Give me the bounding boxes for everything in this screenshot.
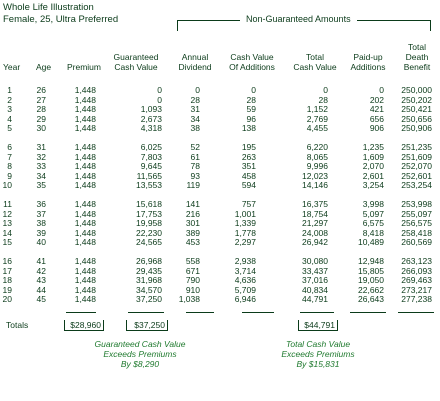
header-total-cash-value-line2: Cash Value: [293, 62, 337, 72]
cell-total-death-benefit: 251,609: [401, 151, 432, 162]
cell-total-cash-value: 8,065: [306, 151, 328, 162]
cell-total-cash-value: 12,023: [302, 170, 328, 181]
header-paidup-additions-line1: Paid-up: [353, 52, 383, 62]
cell-total-death-benefit: 250,000: [401, 85, 432, 95]
cell-premium: 1,448: [74, 208, 96, 219]
cell-cash-value-additions: 4,636: [234, 275, 256, 286]
totals-label: Totals: [6, 320, 29, 330]
cell-age: 29: [36, 113, 46, 124]
cell-paidup-additions: 421: [369, 104, 384, 115]
cell-total-death-benefit: 260,569: [401, 237, 432, 248]
total-premium: $28,960: [64, 320, 104, 331]
cell-year: 6: [7, 141, 12, 152]
cell-premium: 1,448: [74, 198, 96, 209]
cell-age: 27: [36, 94, 46, 105]
cell-year: 18: [2, 275, 12, 286]
cell-cash-value-additions: 5,709: [234, 284, 256, 295]
header-total-death-benefit-line1: Total: [408, 42, 426, 52]
cell-year: 1: [7, 85, 12, 95]
cell-cash-value-additions: 1,001: [234, 208, 256, 219]
cell-total-cash-value: 0: [323, 85, 328, 95]
cell-guaranteed-cash-value: 7,803: [140, 151, 162, 162]
cell-total-cash-value: 40,834: [302, 284, 328, 295]
cell-guaranteed-cash-value: 0: [157, 85, 162, 95]
cell-annual-dividend: 790: [185, 275, 200, 286]
cell-annual-dividend: 1,038: [178, 294, 200, 305]
cell-guaranteed-cash-value: 4,318: [140, 123, 162, 134]
cell-annual-dividend: 453: [185, 237, 200, 248]
cell-premium: 1,448: [74, 294, 96, 305]
cell-premium: 1,448: [74, 141, 96, 152]
cell-cash-value-additions: 2,938: [234, 255, 256, 266]
cell-premium: 1,448: [74, 218, 96, 229]
cell-annual-dividend: 558: [185, 255, 200, 266]
cell-guaranteed-cash-value: 1,093: [140, 104, 162, 115]
header-age: Age: [36, 62, 52, 72]
cell-premium: 1,448: [74, 151, 96, 162]
cell-paidup-additions: 3,998: [362, 198, 384, 209]
cell-guaranteed-cash-value: 11,565: [136, 170, 162, 181]
column-headers: [0, 38, 440, 78]
cell-premium: 1,448: [74, 275, 96, 286]
guaranteed-note-line1: Guaranteed Cash Value: [94, 339, 186, 349]
header-total-death-benefit-line2: Death: [405, 52, 429, 62]
cell-premium: 1,448: [74, 237, 96, 248]
cell-year: 12: [2, 208, 12, 219]
cell-year: 2: [7, 94, 12, 105]
cell-year: 3: [7, 104, 12, 115]
header-cash-value-additions-line1: Cash Value: [230, 52, 274, 62]
cell-total-death-benefit: 252,601: [401, 170, 432, 181]
cell-guaranteed-cash-value: 22,230: [136, 227, 162, 238]
header-cash-value-additions-line2: Of Additions: [229, 62, 275, 72]
cell-total-cash-value: 2,769: [306, 113, 328, 124]
cell-cash-value-additions: 458: [241, 170, 256, 181]
cell-annual-dividend: 216: [185, 208, 200, 219]
cell-annual-dividend: 28: [190, 94, 200, 105]
cell-premium: 1,448: [74, 284, 96, 295]
totals-row: [0, 320, 440, 332]
cell-age: 39: [36, 227, 46, 238]
cell-age: 35: [36, 180, 46, 191]
cell-cash-value-additions: 263: [241, 151, 256, 162]
table-row: [0, 238, 440, 248]
cell-cash-value-additions: 0: [251, 85, 256, 95]
cell-guaranteed-cash-value: 13,553: [136, 180, 162, 191]
cell-guaranteed-cash-value: 26,968: [136, 255, 162, 266]
cell-total-death-benefit: 263,123: [401, 255, 432, 266]
header-premium: Premium: [66, 62, 101, 72]
cell-total-death-benefit: 277,238: [401, 294, 432, 305]
cell-paidup-additions: 19,050: [358, 275, 384, 286]
cell-year: 14: [2, 227, 12, 238]
cell-paidup-additions: 26,643: [358, 294, 384, 305]
dividend-rule: [186, 312, 214, 313]
cell-paidup-additions: 15,805: [358, 265, 384, 276]
total-cash-note-line2: Exceeds Premiums: [281, 349, 355, 359]
header-annual-dividend-line2: Dividend: [178, 62, 212, 72]
cell-cash-value-additions: 3,714: [234, 265, 256, 276]
cell-paidup-additions: 2,601: [362, 170, 384, 181]
cell-premium: 1,448: [74, 265, 96, 276]
cell-age: 45: [36, 294, 46, 305]
cell-total-death-benefit: 250,421: [401, 104, 432, 115]
cell-total-death-benefit: 250,906: [401, 123, 432, 134]
cell-age: 26: [36, 85, 46, 95]
cell-year: 4: [7, 113, 12, 124]
header-guaranteed-cash-value-line2: Cash Value: [114, 62, 158, 72]
document-title: Whole Life Illustration: [3, 2, 94, 13]
cell-paidup-additions: 656: [369, 113, 384, 124]
cell-year: 13: [2, 218, 12, 229]
cell-total-cash-value: 4,455: [306, 123, 328, 134]
cell-age: 41: [36, 255, 46, 266]
paidup-rule: [350, 312, 386, 313]
cell-paidup-additions: 3,254: [362, 180, 384, 191]
cell-total-cash-value: 28: [318, 94, 328, 105]
cell-premium: 1,448: [74, 94, 96, 105]
premium-rule: [66, 312, 96, 313]
total-total-cash-value: $44,791: [298, 320, 338, 331]
cell-guaranteed-cash-value: 31,968: [136, 275, 162, 286]
cell-total-cash-value: 44,791: [302, 294, 328, 305]
totals-rule: [0, 312, 440, 314]
cell-age: 33: [36, 161, 46, 172]
cell-cash-value-additions: 1,339: [234, 218, 256, 229]
document-subtitle: Female, 25, Ultra Preferred: [3, 14, 119, 25]
header-annual-dividend-line1: Annual: [181, 52, 209, 62]
cell-cash-value-additions: 594: [241, 180, 256, 191]
cell-annual-dividend: 52: [190, 141, 200, 152]
cell-age: 30: [36, 123, 46, 134]
table-row: [0, 295, 440, 305]
cell-premium: 1,448: [74, 123, 96, 134]
cell-total-death-benefit: 251,235: [401, 141, 432, 152]
cell-annual-dividend: 34: [190, 113, 200, 124]
cell-total-cash-value: 21,297: [302, 218, 328, 229]
cell-paidup-additions: 6,575: [362, 218, 384, 229]
cell-annual-dividend: 93: [190, 170, 200, 181]
total-cash-note-line1: Total Cash Value: [285, 339, 351, 349]
cell-guaranteed-cash-value: 15,618: [136, 198, 162, 209]
header-guaranteed-cash-value-line1: Guaranteed: [113, 52, 159, 62]
cell-annual-dividend: 910: [185, 284, 200, 295]
cell-total-death-benefit: 273,217: [401, 284, 432, 295]
cell-age: 34: [36, 170, 46, 181]
cell-paidup-additions: 906: [369, 123, 384, 134]
cell-total-cash-value: 30,080: [302, 255, 328, 266]
cell-total-cash-value: 33,437: [302, 265, 328, 276]
cell-paidup-additions: 1,609: [362, 151, 384, 162]
cell-total-death-benefit: 250,656: [401, 113, 432, 124]
cell-total-death-benefit: 258,418: [401, 227, 432, 238]
total-cash-note-line3: By $15,831: [296, 359, 340, 369]
cell-total-death-benefit: 269,463: [401, 275, 432, 286]
cell-premium: 1,448: [74, 255, 96, 266]
cell-cash-value-additions: 138: [241, 123, 256, 134]
cell-annual-dividend: 389: [185, 227, 200, 238]
table-row: [0, 124, 440, 134]
guaranteed-note-line2: Exceeds Premiums: [103, 349, 177, 359]
cell-total-cash-value: 1,152: [306, 104, 328, 115]
cell-age: 44: [36, 284, 46, 295]
cell-cash-value-additions: 2,297: [234, 237, 256, 248]
cell-paidup-additions: 0: [379, 85, 384, 95]
header-paidup-additions-line2: Additions: [350, 62, 386, 72]
cell-premium: 1,448: [74, 113, 96, 124]
header-year: Year: [3, 62, 21, 72]
cell-age: 40: [36, 237, 46, 248]
cell-paidup-additions: 12,948: [358, 255, 384, 266]
cell-guaranteed-cash-value: 37,250: [136, 294, 162, 305]
cell-cash-value-additions: 351: [241, 161, 256, 172]
cell-paidup-additions: 8,418: [362, 227, 384, 238]
cell-cash-value-additions: 6,946: [234, 294, 256, 305]
cell-annual-dividend: 301: [185, 218, 200, 229]
cell-age: 36: [36, 198, 46, 209]
guaranteed-note-line3: By $8,290: [120, 359, 160, 369]
cell-guaranteed-cash-value: 2,673: [140, 113, 162, 124]
cv-additions-rule: [242, 312, 274, 313]
cell-premium: 1,448: [74, 85, 96, 95]
cell-age: 31: [36, 141, 46, 152]
cell-guaranteed-cash-value: 6,025: [140, 141, 162, 152]
cell-total-cash-value: 6,220: [306, 141, 328, 152]
cell-age: 38: [36, 218, 46, 229]
cell-cash-value-additions: 59: [246, 104, 256, 115]
cell-paidup-additions: 1,235: [362, 141, 384, 152]
cell-guaranteed-cash-value: 19,958: [136, 218, 162, 229]
cell-premium: 1,448: [74, 104, 96, 115]
cell-year: 15: [2, 237, 12, 248]
header-total-cash-value-line1: Total: [306, 52, 324, 62]
cell-year: 17: [2, 265, 12, 276]
header-total-death-benefit-line3: Benefit: [403, 62, 431, 72]
cell-paidup-additions: 22,662: [358, 284, 384, 295]
cell-year: 7: [7, 151, 12, 162]
total-guaranteed-cash-value: $37,250: [126, 320, 168, 331]
cell-premium: 1,448: [74, 227, 96, 238]
cell-annual-dividend: 78: [190, 161, 200, 172]
total-cv-rule: [300, 312, 334, 313]
total-cash-note: [258, 339, 378, 369]
cell-guaranteed-cash-value: 9,645: [140, 161, 162, 172]
cell-total-cash-value: 9,996: [306, 161, 328, 172]
cell-guaranteed-cash-value: 0: [157, 94, 162, 105]
cell-age: 43: [36, 275, 46, 286]
illustration-table-body: [0, 86, 440, 305]
cell-total-death-benefit: 252,070: [401, 161, 432, 172]
cell-paidup-additions: 2,070: [362, 161, 384, 172]
cell-age: 42: [36, 265, 46, 276]
cell-total-cash-value: 26,942: [302, 237, 328, 248]
cell-year: 8: [7, 161, 12, 172]
cell-cash-value-additions: 1,778: [234, 227, 256, 238]
cell-total-death-benefit: 266,093: [401, 265, 432, 276]
cell-total-cash-value: 16,375: [302, 198, 328, 209]
cell-annual-dividend: 61: [190, 151, 200, 162]
cell-paidup-additions: 202: [369, 94, 384, 105]
cell-total-cash-value: 18,754: [302, 208, 328, 219]
cell-cash-value-additions: 195: [241, 141, 256, 152]
cell-annual-dividend: 671: [185, 265, 200, 276]
cell-annual-dividend: 31: [190, 104, 200, 115]
cell-annual-dividend: 38: [190, 123, 200, 134]
cell-year: 10: [2, 180, 12, 191]
cell-total-death-benefit: 255,097: [401, 208, 432, 219]
cell-age: 32: [36, 151, 46, 162]
cell-paidup-additions: 5,097: [362, 208, 384, 219]
cell-guaranteed-cash-value: 34,570: [136, 284, 162, 295]
cell-annual-dividend: 141: [185, 198, 200, 209]
cell-guaranteed-cash-value: 29,435: [136, 265, 162, 276]
cell-annual-dividend: 0: [195, 85, 200, 95]
cell-guaranteed-cash-value: 24,565: [136, 237, 162, 248]
cell-total-cash-value: 14,146: [302, 180, 328, 191]
cell-cash-value-additions: 28: [246, 94, 256, 105]
cell-total-cash-value: 37,016: [302, 275, 328, 286]
cell-guaranteed-cash-value: 17,753: [136, 208, 162, 219]
cell-total-death-benefit: 250,202: [401, 94, 432, 105]
guaranteed-cv-rule: [128, 312, 164, 313]
cell-total-death-benefit: 256,575: [401, 218, 432, 229]
death-benefit-rule: [398, 312, 434, 313]
cell-year: 19: [2, 284, 12, 295]
table-row: [0, 181, 440, 191]
cell-age: 37: [36, 208, 46, 219]
cell-premium: 1,448: [74, 180, 96, 191]
cell-premium: 1,448: [74, 170, 96, 181]
cell-paidup-additions: 10,489: [358, 237, 384, 248]
cell-year: 11: [3, 198, 12, 209]
cell-year: 9: [7, 170, 12, 181]
cell-premium: 1,448: [74, 161, 96, 172]
cell-year: 20: [2, 294, 12, 305]
guaranteed-note: [70, 339, 210, 369]
cell-year: 5: [7, 123, 12, 134]
cell-annual-dividend: 119: [186, 180, 200, 191]
cell-total-death-benefit: 253,254: [401, 180, 432, 191]
cell-cash-value-additions: 96: [246, 113, 256, 124]
cell-total-cash-value: 24,008: [302, 227, 328, 238]
cell-age: 28: [36, 104, 46, 115]
cell-total-death-benefit: 253,998: [401, 198, 432, 209]
cell-year: 16: [2, 255, 12, 266]
non-guaranteed-label: Non-Guaranteed Amounts: [240, 14, 357, 24]
cell-cash-value-additions: 757: [241, 198, 256, 209]
